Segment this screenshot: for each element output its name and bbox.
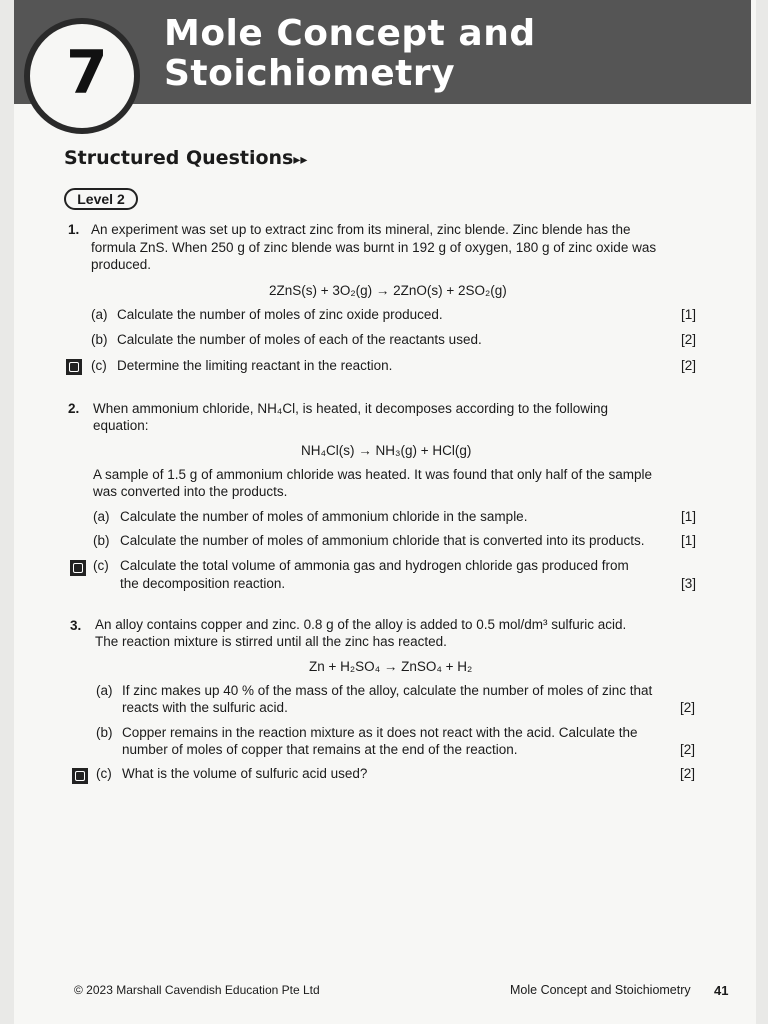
q3-text-line1: An alloy contains copper and zinc. 0.8 g of the alloy is added to 0.5 mol/dm³ sulfuric acid. (95, 617, 627, 632)
q2-text-line4: was converted into the products. (93, 484, 288, 499)
q3-equation: Zn + H₂SO₄ → ZnSO₄ + H₂ (309, 659, 473, 674)
q2-number: 2. (68, 401, 80, 416)
q2b-label: (b) (93, 533, 110, 548)
chapter-title-line1: Mole Concept and (164, 13, 536, 54)
q3c-mark: [2] (680, 766, 696, 781)
q1b-label: (b) (91, 332, 108, 347)
q2c-mark: [3] (681, 576, 697, 591)
q2-equation: NH₄Cl(s) → NH₃(g) + HCl(g) (301, 443, 472, 458)
level-badge: Level 2 (64, 188, 138, 210)
q3-text-line2: The reaction mixture is stirred until all the zinc has reacted. (95, 634, 447, 649)
q2c-text-line1: Calculate the total volume of ammonia gas and hydrogen chloride gas produced from (120, 558, 629, 573)
chapter-number: 7 (66, 38, 108, 108)
q3a-text-line1: If zinc makes up 40 % of the mass of the alloy, calculate the number of moles of zinc that (122, 683, 653, 698)
q3a-mark: [2] (680, 700, 696, 715)
q1-number: 1. (68, 222, 80, 237)
chapter-title-line2: Stoichiometry (164, 53, 456, 94)
challenge-icon (70, 560, 86, 576)
section-arrows-icon: ▸▸ (293, 152, 308, 168)
q1a-label: (a) (91, 307, 108, 322)
challenge-icon (72, 768, 88, 784)
textbook-page (14, 0, 756, 1024)
q3c-text: What is the volume of sulfuric acid used? (122, 766, 368, 781)
q1a-mark: [1] (681, 307, 697, 322)
q2a-mark: [1] (681, 509, 697, 524)
q3b-mark: [2] (680, 742, 696, 757)
footer-copyright: © 2023 Marshall Cavendish Education Pte Ltd (74, 983, 320, 997)
q2-text-line2: equation: (93, 418, 149, 433)
q1c-text: Determine the limiting reactant in the reaction. (117, 358, 393, 373)
q1a-text: Calculate the number of moles of zinc oxide produced. (117, 307, 443, 322)
q3b-text-line1: Copper remains in the reaction mixture as it does not react with the acid. Calculate the (122, 725, 638, 740)
section-title-text: Structured Questions (64, 147, 294, 169)
q1c-label: (c) (91, 358, 107, 373)
page-number: 41 (714, 983, 729, 998)
q1b-text: Calculate the number of moles of each of the reactants used. (117, 332, 482, 347)
chapter-title (164, 14, 536, 94)
q3a-text-line2: reacts with the sulfuric acid. (122, 700, 288, 715)
q3b-text-line2: number of moles of copper that remains at the end of the reaction. (122, 742, 518, 757)
q1-text-line1: An experiment was set up to extract zinc from its mineral, zinc blende. Zinc blende has the (91, 222, 631, 237)
q2b-mark: [1] (681, 533, 697, 548)
q2b-text: Calculate the number of moles of ammonium chloride that is converted into its products. (120, 533, 645, 548)
q2c-text-line2: the decomposition reaction. (120, 576, 286, 591)
q1-equation: 2ZnS(s) + 3O₂(g) → 2ZnO(s) + 2SO₂(g) (269, 283, 507, 298)
q3-number: 3. (70, 618, 82, 633)
q1-text-line3: produced. (91, 257, 152, 272)
section-title (64, 147, 307, 169)
challenge-icon (66, 359, 82, 375)
q2a-label: (a) (93, 509, 110, 524)
q2a-text: Calculate the number of moles of ammonium chloride in the sample. (120, 509, 528, 524)
q3c-label: (c) (96, 766, 112, 781)
q2-text-line1: When ammonium chloride, NH₄Cl, is heated, it decomposes according to the following (93, 401, 609, 416)
q1c-mark: [2] (681, 358, 697, 373)
q3b-label: (b) (96, 725, 113, 740)
q2-text-line3: A sample of 1.5 g of ammonium chloride was heated. It was found that only half of the sample (93, 467, 653, 482)
footer-chapter-name: Mole Concept and Stoichiometry (510, 983, 691, 997)
q2c-label: (c) (93, 558, 109, 573)
q1-text-line2: formula ZnS. When 250 g of zinc blende was burnt in 192 g of oxygen, 180 g of zinc oxide was (91, 240, 657, 255)
q1b-mark: [2] (681, 332, 697, 347)
q3a-label: (a) (96, 683, 113, 698)
